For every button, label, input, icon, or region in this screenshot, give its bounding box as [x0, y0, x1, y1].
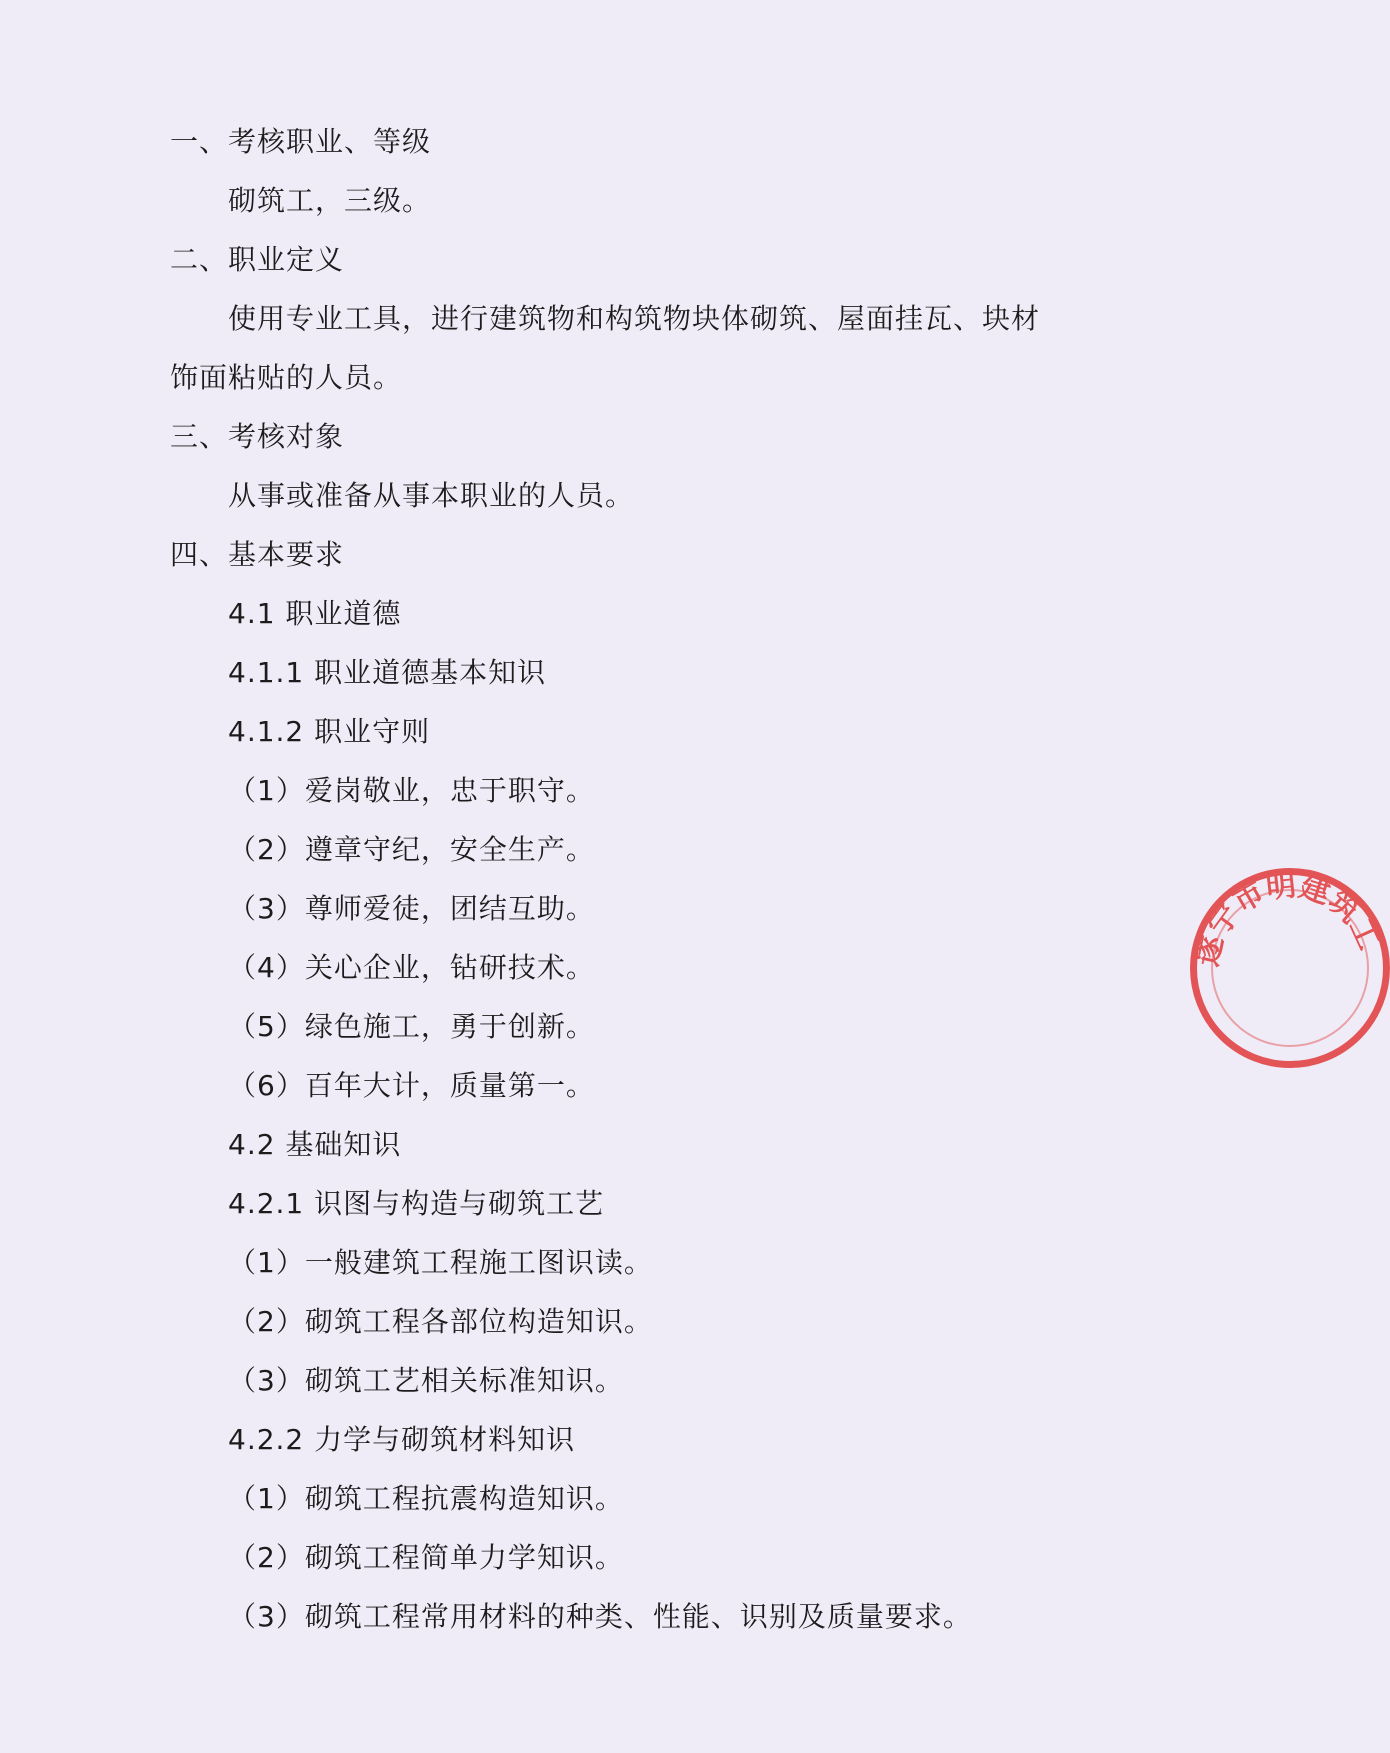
document-line: （1）砌筑工程抗震构造知识。	[228, 1482, 624, 1515]
section-heading: 四、基本要求	[170, 538, 345, 571]
document-line: （2）砌筑工程简单力学知识。	[228, 1541, 624, 1574]
document-line: 使用专业工具，进行建筑物和构筑物块体砌筑、屋面挂瓦、块材饰面粘贴的人员。	[170, 302, 1041, 394]
svg-text:遂宁市明建筑工	[1190, 868, 1386, 969]
document-line: 4.2.2 力学与砌筑材料知识	[228, 1423, 576, 1456]
document-line: 4.1.1 职业道德基本知识	[228, 656, 547, 689]
document-line: （1）一般建筑工程施工图识读。	[228, 1246, 653, 1279]
document-line: （1）爱岗敬业，忠于职守。	[228, 774, 595, 807]
seal-text: 遂宁市明建筑工	[1190, 868, 1387, 970]
section-heading: 一、考核职业、等级	[170, 125, 432, 158]
document-line: （3）尊师爱徒，团结互助。	[228, 892, 595, 925]
document-body	[170, 112, 1070, 1646]
document-line: （3）砌筑工艺相关标准知识。	[228, 1364, 624, 1397]
document-line: 砌筑工，三级。	[228, 184, 432, 217]
section-heading: 三、考核对象	[170, 420, 345, 453]
document-line: 从事或准备从事本职业的人员。	[228, 479, 635, 512]
document-line: （2）遵章守纪，安全生产。	[228, 833, 595, 866]
document-line: （5）绿色施工，勇于创新。	[228, 1010, 595, 1043]
section-heading: 二、职业定义	[170, 243, 345, 276]
document-line: （6）百年大计，质量第一。	[228, 1069, 595, 1102]
document-line: （2）砌筑工程各部位构造知识。	[228, 1305, 653, 1338]
document-line: 4.2 基础知识	[228, 1128, 402, 1161]
seal-text-arc	[1190, 868, 1390, 1068]
document-line: 4.1 职业道德	[228, 597, 402, 630]
document-line: （3）砌筑工程常用材料的种类、性能、识别及质量要求。	[228, 1600, 972, 1633]
document-line: （4）关心企业，钻研技术。	[228, 951, 595, 984]
document-line: 4.1.2 职业守则	[228, 715, 431, 748]
red-seal-stamp	[1190, 868, 1390, 1068]
document-line: 4.2.1 识图与构造与砌筑工艺	[228, 1187, 605, 1220]
